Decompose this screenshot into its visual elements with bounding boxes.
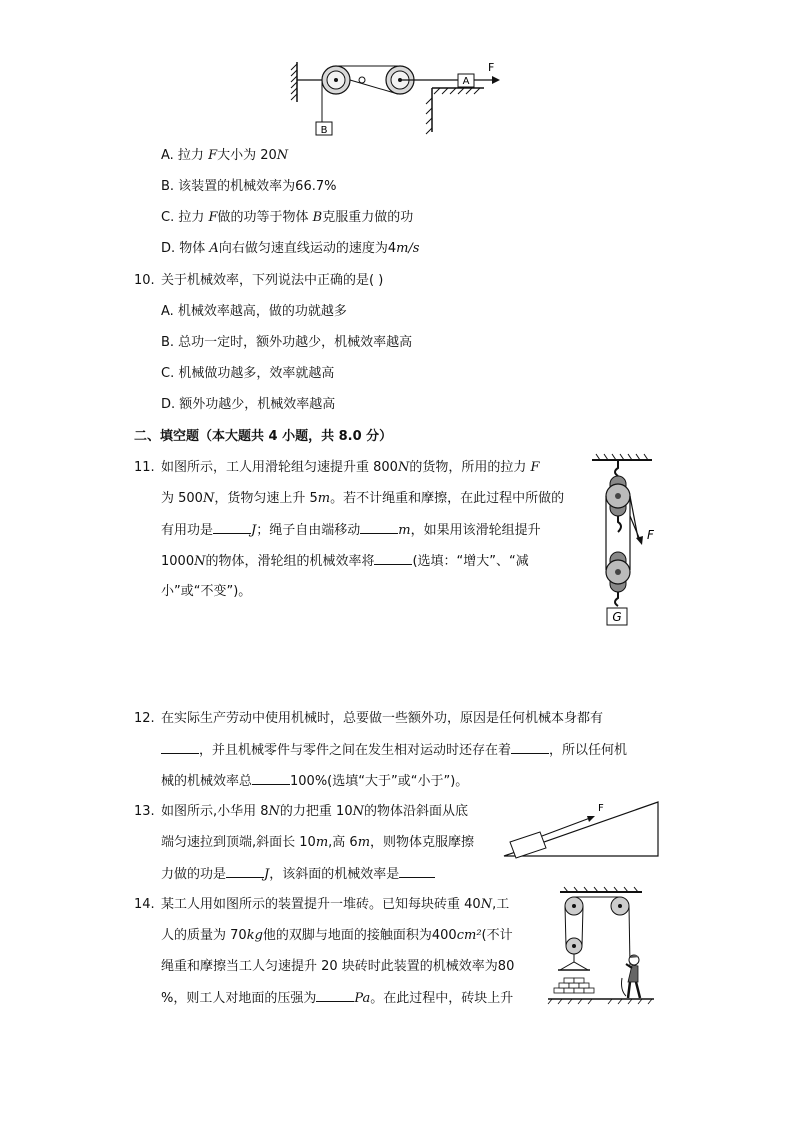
q12-number: 12. bbox=[134, 711, 155, 726]
q11-weight-label: G bbox=[612, 610, 622, 624]
q9-option-b[interactable]: B. 该装置的机械效率为66.7% bbox=[161, 179, 337, 194]
q11-blank-2[interactable] bbox=[360, 521, 398, 534]
q12-blank-2[interactable] bbox=[511, 741, 549, 754]
pulley-horizontal-figure bbox=[288, 58, 503, 138]
block-b-label: B bbox=[320, 125, 328, 136]
force-f-label: F bbox=[488, 61, 495, 74]
q13-force-label: F bbox=[598, 803, 604, 814]
q13-blank-1[interactable] bbox=[226, 865, 264, 878]
q11-force-label: F bbox=[647, 528, 654, 542]
q13-line-2: 端匀速拉到顶端,斜面长 10m,高 6m，则物体克服摩擦 bbox=[161, 835, 475, 850]
pulley-vertical-figure bbox=[590, 452, 662, 630]
q10-option-c[interactable]: C. 机械做功越多，效率就越高 bbox=[161, 366, 335, 381]
q12-line-2: ，并且机械零件与零件之间在发生相对运动时还存在着 ，所以任何机 bbox=[161, 741, 627, 760]
q11-line-2: 为 500N，货物匀速上升 5m。若不计绳重和摩擦，在此过程中所做的 bbox=[161, 491, 565, 506]
q13-line-3: 力做的功是 J，该斜面的机械效率是 bbox=[161, 865, 435, 884]
q11-line-5: 小”或“不变”)。 bbox=[161, 584, 252, 599]
q11-line-4: 1000N的物体，滑轮组的机械效率将 (选填：“增大”、“减 bbox=[161, 554, 529, 569]
q14-line-2: 人的质量为 70kg他的双脚与地面的接触面积为400cm²(不计 bbox=[161, 928, 513, 943]
q11-line-1: 如图所示，工人用滑轮组匀速提升重 800N的货物，所用的拉力 F bbox=[161, 460, 540, 475]
q10-stem: 关于机械效率，下列说法中正确的是( ) bbox=[161, 273, 384, 288]
q13-line-1: 如图所示,小华用 8N的力把重 10N的物体沿斜面从底 bbox=[161, 804, 468, 819]
q13-blank-2[interactable] bbox=[399, 865, 435, 878]
q10-option-d[interactable]: D. 额外功越少，机械效率越高 bbox=[161, 397, 336, 412]
section-2-heading: 二、填空题（本大题共 4 小题，共 8.0 分） bbox=[134, 429, 393, 444]
block-a-label: A bbox=[462, 76, 470, 87]
q12-line-1: 在实际生产劳动中使用机械时，总要做一些额外功，原因是任何机械本身都有 bbox=[161, 711, 604, 726]
q12-blank-1[interactable] bbox=[161, 741, 199, 754]
q9-option-c[interactable]: C. 拉力 F做的功等于物体 B克服重力做的功 bbox=[161, 210, 414, 225]
worker-bricks-figure bbox=[546, 886, 658, 1008]
q14-line-3: 绳重和摩擦当工人匀速提升 20 块砖时此装置的机械效率为80 bbox=[161, 959, 515, 974]
q14-line-1: 某工人用如图所示的装置提升一堆砖。已知每块砖重 40N,工 bbox=[161, 897, 510, 912]
q14-line-4: %，则工人对地面的压强为 Pa。在此过程中，砖块上升 bbox=[161, 991, 514, 1006]
q11-blank-1[interactable] bbox=[213, 521, 251, 534]
q11-number: 11. bbox=[134, 460, 155, 475]
q14-blank-1[interactable] bbox=[316, 989, 354, 1002]
q14-number: 14. bbox=[134, 897, 155, 912]
q12-blank-3[interactable] bbox=[252, 772, 290, 785]
incline-figure bbox=[500, 798, 662, 860]
q10-option-b[interactable]: B. 总功一定时，额外功越少，机械效率越高 bbox=[161, 335, 413, 350]
q10-number: 10. bbox=[134, 273, 155, 288]
q10-option-a[interactable]: A. 机械效率越高，做的功就越多 bbox=[161, 304, 347, 319]
q11-blank-3[interactable] bbox=[374, 552, 412, 565]
q11-line-3: 有用功是 J；绳子自由端移动 m，如果用该滑轮组提升 bbox=[161, 523, 541, 538]
q9-option-d[interactable]: D. 物体 A向右做匀速直线运动的速度为4m/s bbox=[161, 241, 420, 256]
q13-number: 13. bbox=[134, 804, 155, 819]
q12-line-3: 械的机械效率总 100%(选填“大于”或“小于”)。 bbox=[161, 774, 469, 789]
q9-option-a[interactable]: A. 拉力 F大小为 20N bbox=[161, 148, 289, 163]
